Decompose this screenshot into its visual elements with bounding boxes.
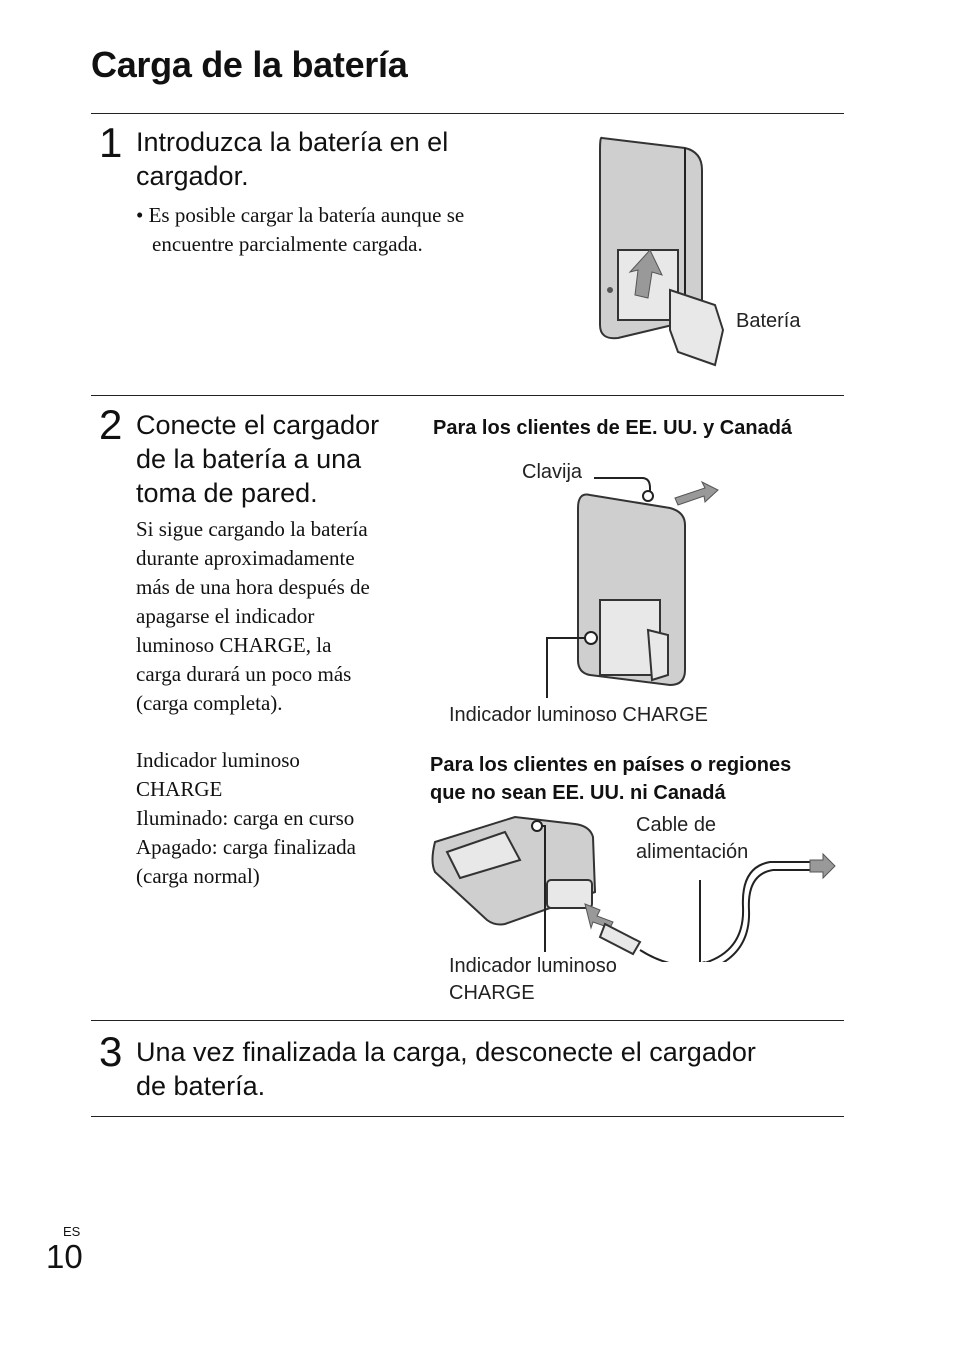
language-code: ES [63,1224,81,1239]
usa-canada-heading: Para los clientes de EE. UU. y Canadá [433,417,793,439]
step3-heading: Una vez finalizada la carga, desconecte el cargador de batería. [136,1037,756,1101]
divider [91,395,844,396]
page-title: Carga de la batería [91,44,408,85]
usa-indicator-label: Indicador luminoso CHARGE [449,704,708,726]
step-number: 3 [99,1028,123,1075]
indicator-description: Indicador luminoso CHARGE Iluminado: carga en curso Apagado: carga finalizada (carga normal) [136,748,356,888]
other-indicator-label: Indicador luminoso CHARGE [449,955,617,1004]
divider [91,113,844,114]
page-number: 10 [46,1238,83,1275]
cable-label: Cable de alimentación [636,814,749,863]
charger-usa-illustration [540,470,740,705]
step2-body: Si sigue cargando la batería durante aproximadamente más de una hora después de apagarse el indicador luminoso CHARGE, la carga durará un poco más (carga completa). [136,517,370,715]
step2-heading: Conecte el cargador de la batería a una toma de pared. [136,410,380,508]
step-number: 1 [99,119,123,166]
plug-label: Clavija [522,461,583,483]
other-regions-heading: Para los clientes en países o regiones que no sean EE. UU. ni Canadá [430,754,792,804]
divider [91,1116,844,1117]
charger-other-illustration [425,812,840,962]
step1-heading: Introduzca la batería en el cargador. [136,127,449,191]
divider [91,1020,844,1021]
battery-label: Batería [736,310,801,332]
step-number: 2 [99,401,123,448]
charger-battery-insert-illustration [590,130,740,380]
step1-bullet: • Es posible cargar la batería aunque se encuentre parcialmente cargada. [136,203,465,256]
